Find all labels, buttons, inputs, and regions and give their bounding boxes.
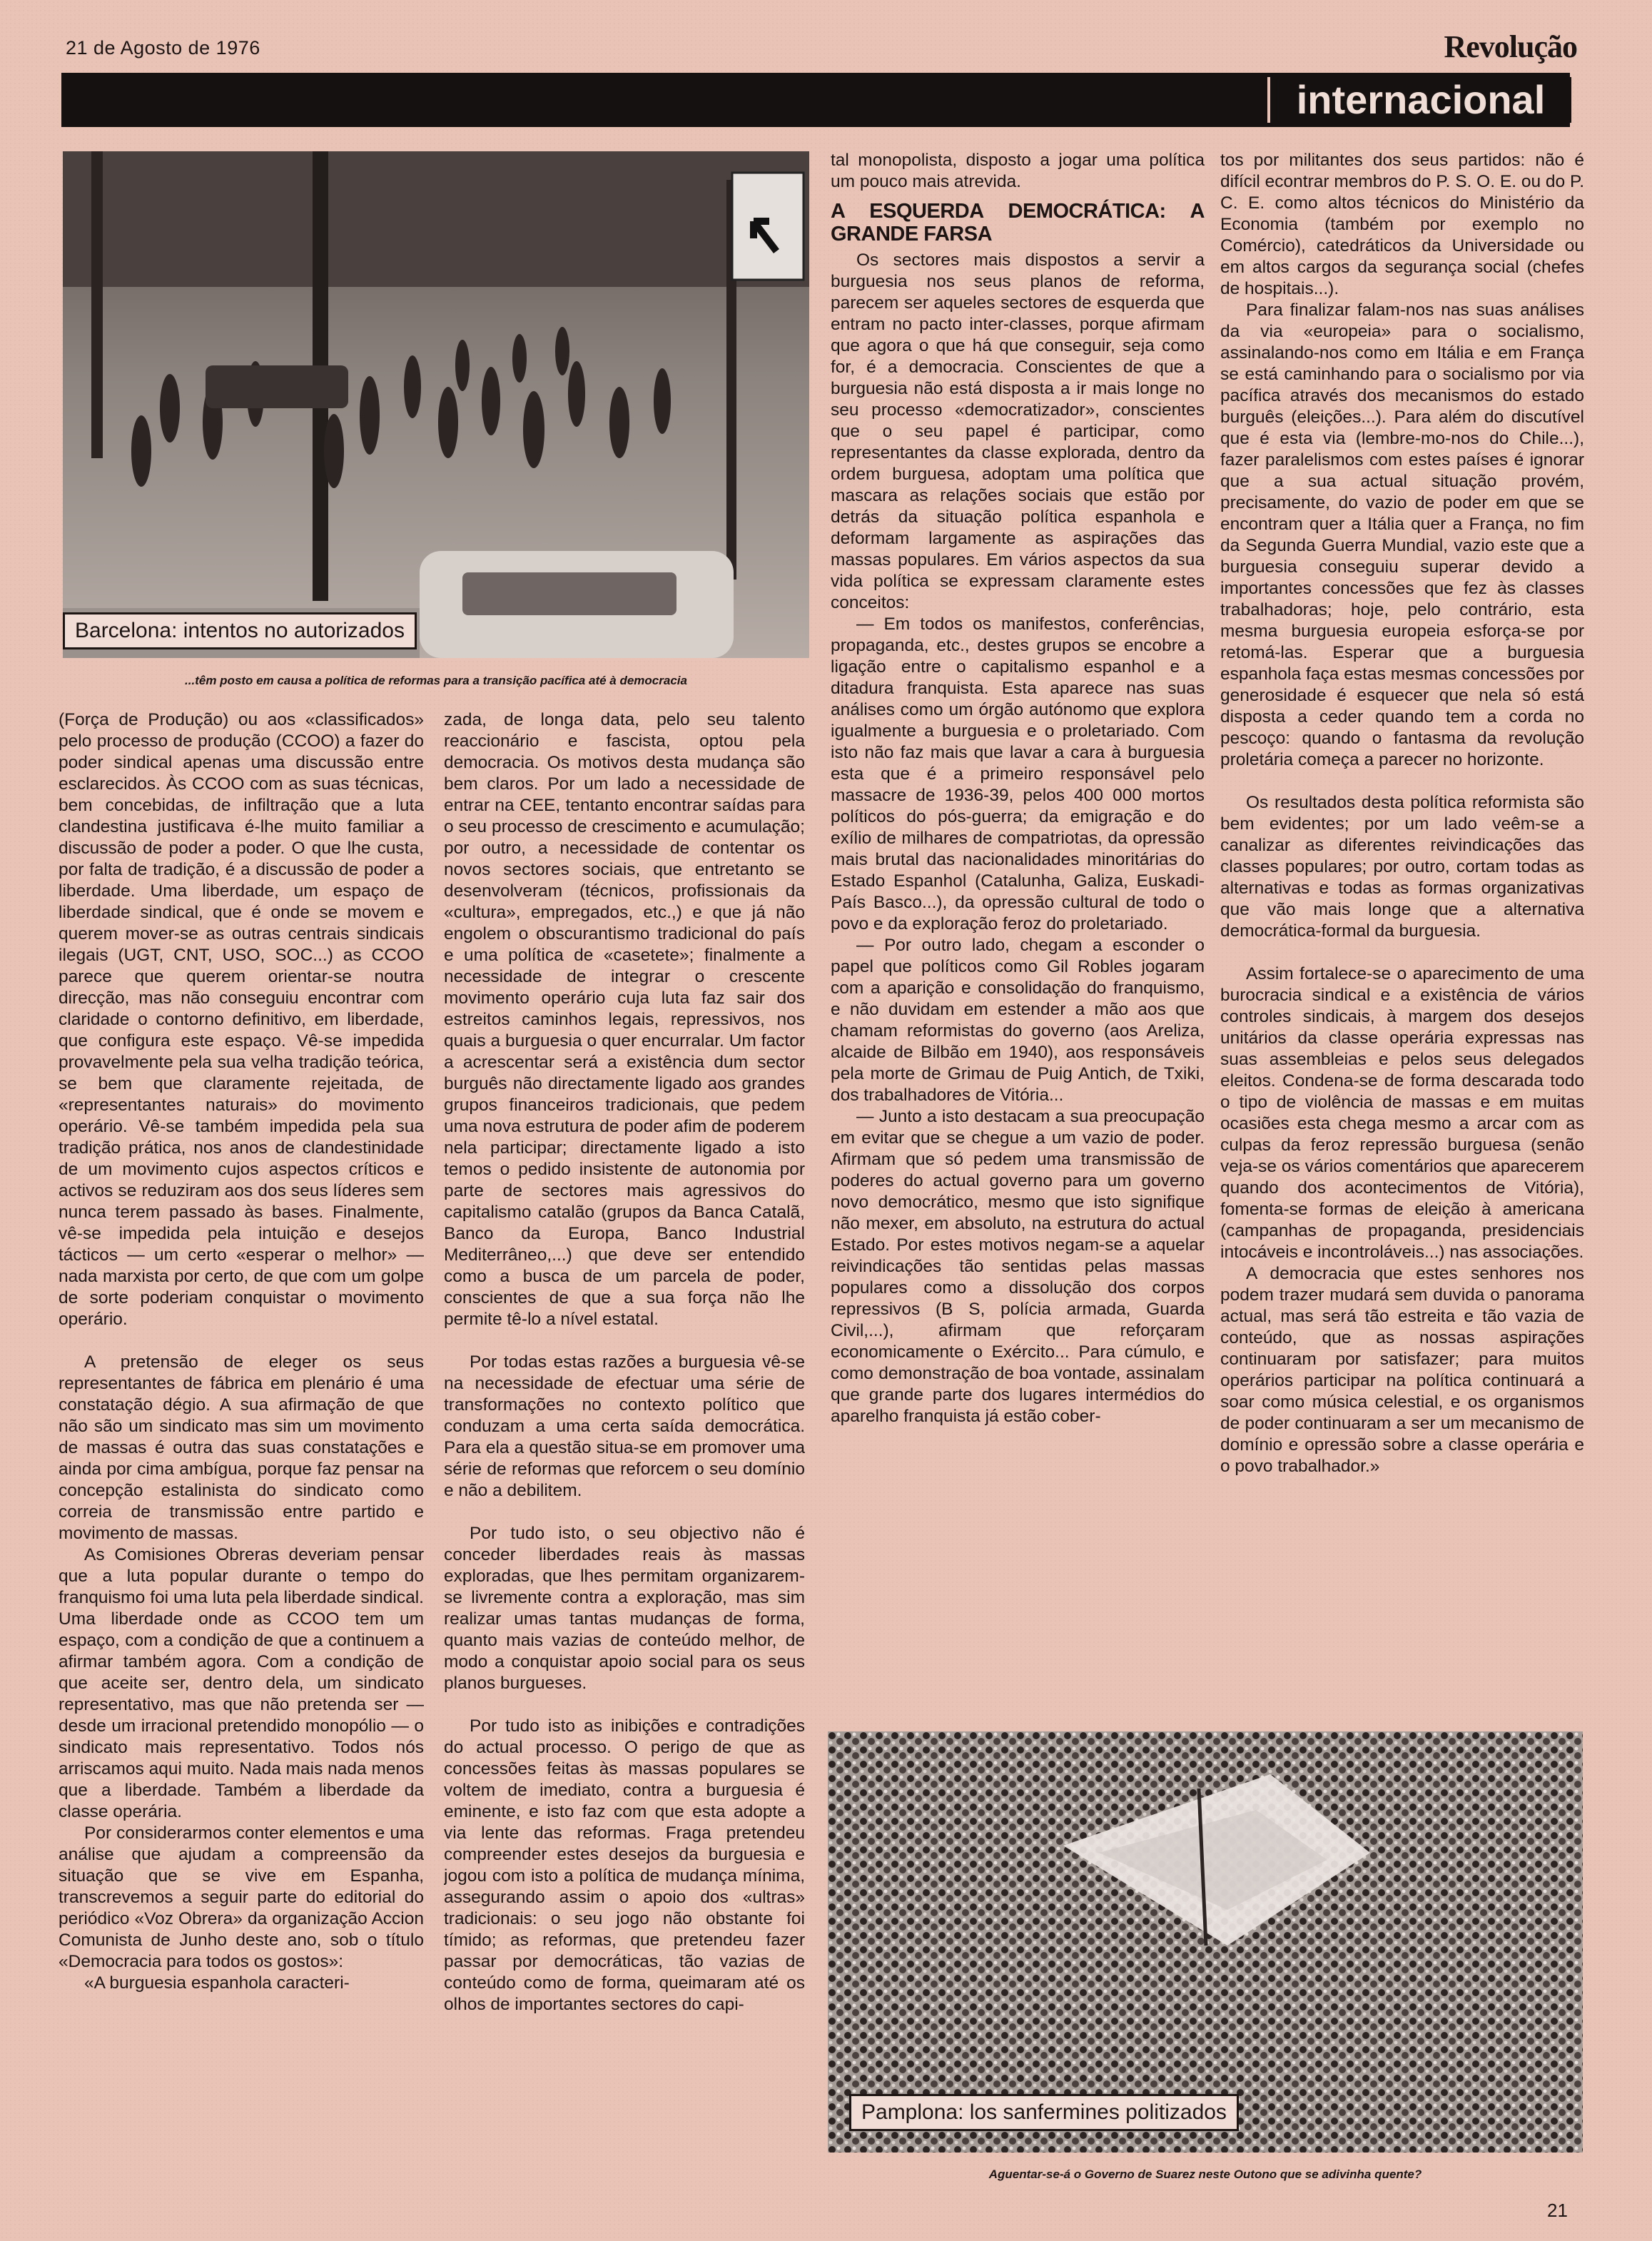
photo-barcelona-caption: ...têm posto em causa a política de reformas para a transição pacífica até à democracia xyxy=(185,674,687,687)
photo-pamplona-label: Pamplona: los sanfermines politizados xyxy=(849,2094,1239,2131)
pamplona-crowd-image xyxy=(828,1731,1583,2153)
subheading: A ESQUERDA DEMOCRÁTICA: A GRANDE FARSA xyxy=(831,200,1205,246)
col2-paragraph: Por tudo isto, o seu objectivo não é conceder liberdades reais às massas exploradas, que lhes permitam organizarem-se livremente contra a exploração, mas sim realizar umas tantas mudanças de forma, quanto mais vazias de conteúdo melhor, de modo a conquistar apoio social para os seus planos burgueses. xyxy=(444,1524,805,1693)
issue-date: 21 de Agosto de 1976 xyxy=(66,37,260,59)
col1-paragraph: A pretensão de eleger os seus representantes de fábrica em plenário é uma constatação dégio. A sua afirmação de que não são um sindicato mas sim um movimento de massas é outra das suas constatações e ainda por cima ambígua, porque faz pensar na concepção estalinista do sindicato como correia de transmissão entre partido e movimento de massas. xyxy=(59,1352,424,1543)
col2-paragraph: zada, de longa data, pelo seu talento reaccionário e fascista, optou pela democracia. Os motivos desta mudança são bem claros. Por um lado a necessidade de entrar na CEE, tentanto encontrar saídas para o seu processo de crescimento e acumulação; por outro, a necessidade de contentar os novos sectores sociais, que entretanto se desenvolveram (técnicos, profissionais da «cultura», empregados, etc.,) e que já não engolem o obscurantismo tradicional do país e uma política de «casetete»; finalmente a necessidade de integrar o crescente movimento operário cuja luta faz sair dos estreitos caminhos legais, repressivos, nos quais a burguesia o quer encurralar. Um factor a acrescentar será a existência dum sector burguês não directamente ligado aos grandes grupos financeiros tradicionais, que pedem uma nova estrutura de poder afim de poderem nela participar; directamente ligado a isto temos o pedido insistente de autonomia por parte de sectores mais agressivos do capitalismo catalão (grupos da Banca Catalã, Banco da Europa, Banco Industrial Mediterrâneo,...) que deve ser entendido como a busca de um parcela de poder, conscientes de que a sua força não lhe permite tê-lo a nível estatal. xyxy=(444,710,805,1329)
article-column-4 xyxy=(1220,150,1584,1684)
article-column-3 xyxy=(831,150,1205,1684)
col2-paragraph: Por todas estas razões a burguesia vê-se na necessidade de efectuar uma série de transformações no contexto político que conduzam a uma certa saída democrática. Para ela a questão situa-se em promover uma série de reformas que reforcem o seu domínio e não a debilitem. xyxy=(444,1352,805,1500)
col2-paragraph: Por tudo isto as inibições e contradições do actual processo. O perigo de que as concessões feitas às massas populares se voltem de imediato, contra a burguesia é eminente, e isto faz com que esta adopte a via lente das reformas. Fraga pretendeu compreender estes desejos da burguesia e jogou com isto a política de mudança mínima, assegurando assim o apoio dos «ultras» tradicionais: o seu jogo não obstante foi tímido; as reformas, que pretendeu fazer passar por democráticas, tão vazias de conteúdo como de forma, queimaram até os olhos de importantes sectores do capi- xyxy=(444,1716,805,2014)
col1-paragraph: As Comisiones Obreras deveriam pensar que a luta popular durante o tempo do franquismo foi uma luta pela liberdade sindical. Uma liberdade onde as CCOO tem um espaço, com a condição de que a continuem a afirmar também agora. Com a condição de que aceite ser, dentro dela, um sindicato representativo, mas que não pretenda ser — desde um irracional pretendido monopólio — o sindicato mais representativo. Todos nós arriscamos aqui muito. Nada mais nada menos que a liberdade. Também a liberdade da classe operária. xyxy=(59,1545,424,1821)
section-title: internacional xyxy=(1267,77,1571,123)
photo-barcelona xyxy=(63,151,809,658)
page-number: 21 xyxy=(1547,2200,1568,2221)
col3-paragraph: tal monopolista, disposto a jogar uma política um pouco mais atrevida. xyxy=(831,151,1205,191)
barcelona-street-image xyxy=(63,151,809,658)
col3-paragraph: — Por outro lado, chegam a esconder o papel que políticos como Gil Robles jogaram com a aparição e consolidação do franquismo, e não duvidam em estender a mão aos que chamam reformistas do governo (aos Areliza, alcaide de Bilbão em 1940), aos responsáveis pela morte de Grimau de Puig Antich, de Txiki, dos trabalhadores de Vitória... xyxy=(831,936,1205,1105)
col4-paragraph: tos por militantes dos seus partidos: não é difícil econtrar membros do P. S. O. E. ou do P. C. E. como altos técnicos do Ministério da Economia (também por exemplo no Comércio), catedráticos da Universidade ou em altos cargos da segurança social (chefes de hospitais...). xyxy=(1220,151,1584,298)
col3-paragraph: — Em todos os manifestos, conferências, propaganda, etc., destes grupos se encobre a ligação entre o capitalismo espanhol e a ditadura franquista. Esta aparece nas suas análises como um órgão autónomo que explora igualmente a burguesia e o proletariado. Com isto não faz mais que lavar a cara à burguesia esta que é a primeiro responsável pelo massacre de 1936-39, pelos 400 000 mortos políticos do pós-guerra; da emigração e do exílio de milhares de compatriotas, da opressão mais brutal das nacionalidades minoritárias do Estado Espanhol (Catalunha, Galiza, Euskadi-País Basco...), da opressão cultural de todo o povo e da exploração feroz do proletariado. xyxy=(831,614,1205,934)
col4-paragraph: A democracia que estes senhores nos podem trazer mudará sem duvida o panorama actual, mas será tão estreita e tão vazia de conteúdo, que as nossas aspirações continuaram por satisfazer; para muitos operários participar na política continuará a soar como música celestial, e os organismos de poder continuaram a ser um mecanismo de domínio e opressão sobre a classe operária e o povo trabalhador.» xyxy=(1220,1264,1584,1476)
photo-pamplona xyxy=(828,1731,1583,2153)
article-column-2 xyxy=(444,709,805,2180)
col4-paragraph: Para finalizar falam-nos nas suas análises da via «europeia» para o socialismo, assinalando-nos como em Itália e em França se está caminhando para o socialismo por via pacífica através dos mecanismos do estado burguês (eleições...). Para além do discutível que é esta via (lembre-mo-nos do Chile...), fazer paralelismos com estes países é ignorar que a sua actual situação provém, precisamente, do vazio de poder em que se encontram quer a Itália quer a França, no fim da Segunda Guerra Mundial, vazio este que a burguesia conseguiu superar devido a importantes concessões que fez às classes trabalhadoras; hoje, pelo contrário, esta mesma burguesia europeia esforça-se por retomá-las. Esperar que a burguesia espanhola faça estas mesmas concessões por generosidade é esquecer que nela só está disposta a ceder quando tem a corda no pescoço: quando o fantasma da revolução proletária começa a parecer no horizonte. xyxy=(1220,300,1584,769)
col1-paragraph: Por considerarmos conter elementos e uma análise que ajudam a compreensão da situação que se vive em Espanha, transcrevemos a seguir parte do editorial do periódico «Voz Obrera» da organização Accion Comunista de Junho deste ano, sob o título «Democracia para todos os gostos»: xyxy=(59,1823,424,1971)
col3-paragraph: Os sectores mais dispostos a servir a burguesia nos seus planos de reforma, parecem ser aqueles sectores de esquerda que entram no pacto inter-classes, porque afirmam que agora o que há que conseguir, seja como for, é a democracia. Conscientes de que a burguesia não está disposta a ir mais longe no seu processo «democratizador», conscientes que o seu papel é participar, como representantes da classe explorada, dentro da ordem burguesa, adoptam uma política que mascara as relações sociais que estão por detrás da situação política espanhola e deformam largamente as aspirações das massas populares. Em vários aspectos da sua vida política se expressam claramente estes conceitos: xyxy=(831,251,1205,612)
col3-paragraph: — Junto a isto destacam a sua preocupação em evitar que se chegue a um vazio de poder. Afirmam que só pedem uma transmissão de poderes do actual governo para um governo novo democrático, mesmo que isto signifique não mexer, em absoluto, na estrutura do actual Estado. Por estes motivos negam-se a aquelar reivindicações tão sentidas pelas massas populares como a dissolução dos corpos repressivos (B S, polícia armada, Guarda Civil,...), afirmam que reforçaram economicamente o Exército... Para cúmulo, e como demonstração de boa vontade, assinalam que grande parte dos lugares intermédios do aparelho franquista já estão cober- xyxy=(831,1107,1205,1426)
col1-paragraph: (Força de Produção) ou aos «classificados» pelo processo de produção (CCOO) a fazer do poder sindical apenas uma discussão entre esclarecidos. Às CCOO com as suas técnicas, bem concebidas, de infiltração que a luta clandestina justificava é-lhe muito familiar a discussão de poder a poder. O que lhe custa, por falta de tradição, é a discussão de poder a liberdade. Uma liberdade, um espaço de liberdade sindical, que é onde se movem e querem mover-se as outras centrais sindicais ilegais (UGT, CNT, USO, SOC...) as CCOO parece que querem orientar-se noutra direcção, mas não conseguiu encontrar com claridade o contorno definitivo, em liberdade, que configura este espaço. Vê-se impedida provavelmente pela sua velha tradição teórica, se bem que claramente rejeitada, de «representantes naturais» do movimento operário. Vê-se também impedida pela sua tradição prática, nos anos de clandestinidade de um movimento cujos aspectos críticos e activos se reduziram aos dos seus líderes sem nunca terem passado às bases. Finalmente, vê-se impedida pela intuição e desejos tácticos — um certo «esperar o melhor» — nada marxista por certo, de que com um golpe de sorte poderiam conquistar o movimento operário. xyxy=(59,710,424,1329)
photo-barcelona-label: Barcelona: intentos no autorizados xyxy=(63,612,417,649)
col1-paragraph: «A burguesia espanhola caracteri- xyxy=(84,1973,350,1993)
article-column-1 xyxy=(59,709,424,2180)
col4-paragraph: Os resultados desta política reformista são bem evidentes; por um lado veêm-se a canalizar as diferentes reivindicações das classes populares; por outro, cortam todas as alternativas e todas as formas organizativas que vão mais longe que a alternativa democrática-formal da burguesia. xyxy=(1220,793,1584,941)
masthead: Revolução xyxy=(1444,29,1577,64)
col4-paragraph: Assim fortalece-se o aparecimento de uma burocracia sindical e a existência de vários controles sindicais, à margem dos desejos unitários da classe operária expressas nas suas assembleias e pelos seus delegados eleitos. Condena-se de forma descarada todo o tipo de violência de massas e em muitas ocasiões esta chega mesmo a arcar com as culpas da feroz repressão burguesa (senão veja-se os vários comentários que aparecerem quando dos acontecimentos de Vitória), fomenta-se formas de eleição à americana (campanhas de propaganda, presidenciais intocáveis e incontroláveis...) nas associações. xyxy=(1220,964,1584,1262)
photo-pamplona-caption: Aguentar-se-á o Governo de Suarez neste Outono que se adivinha quente? xyxy=(988,2167,1422,2181)
